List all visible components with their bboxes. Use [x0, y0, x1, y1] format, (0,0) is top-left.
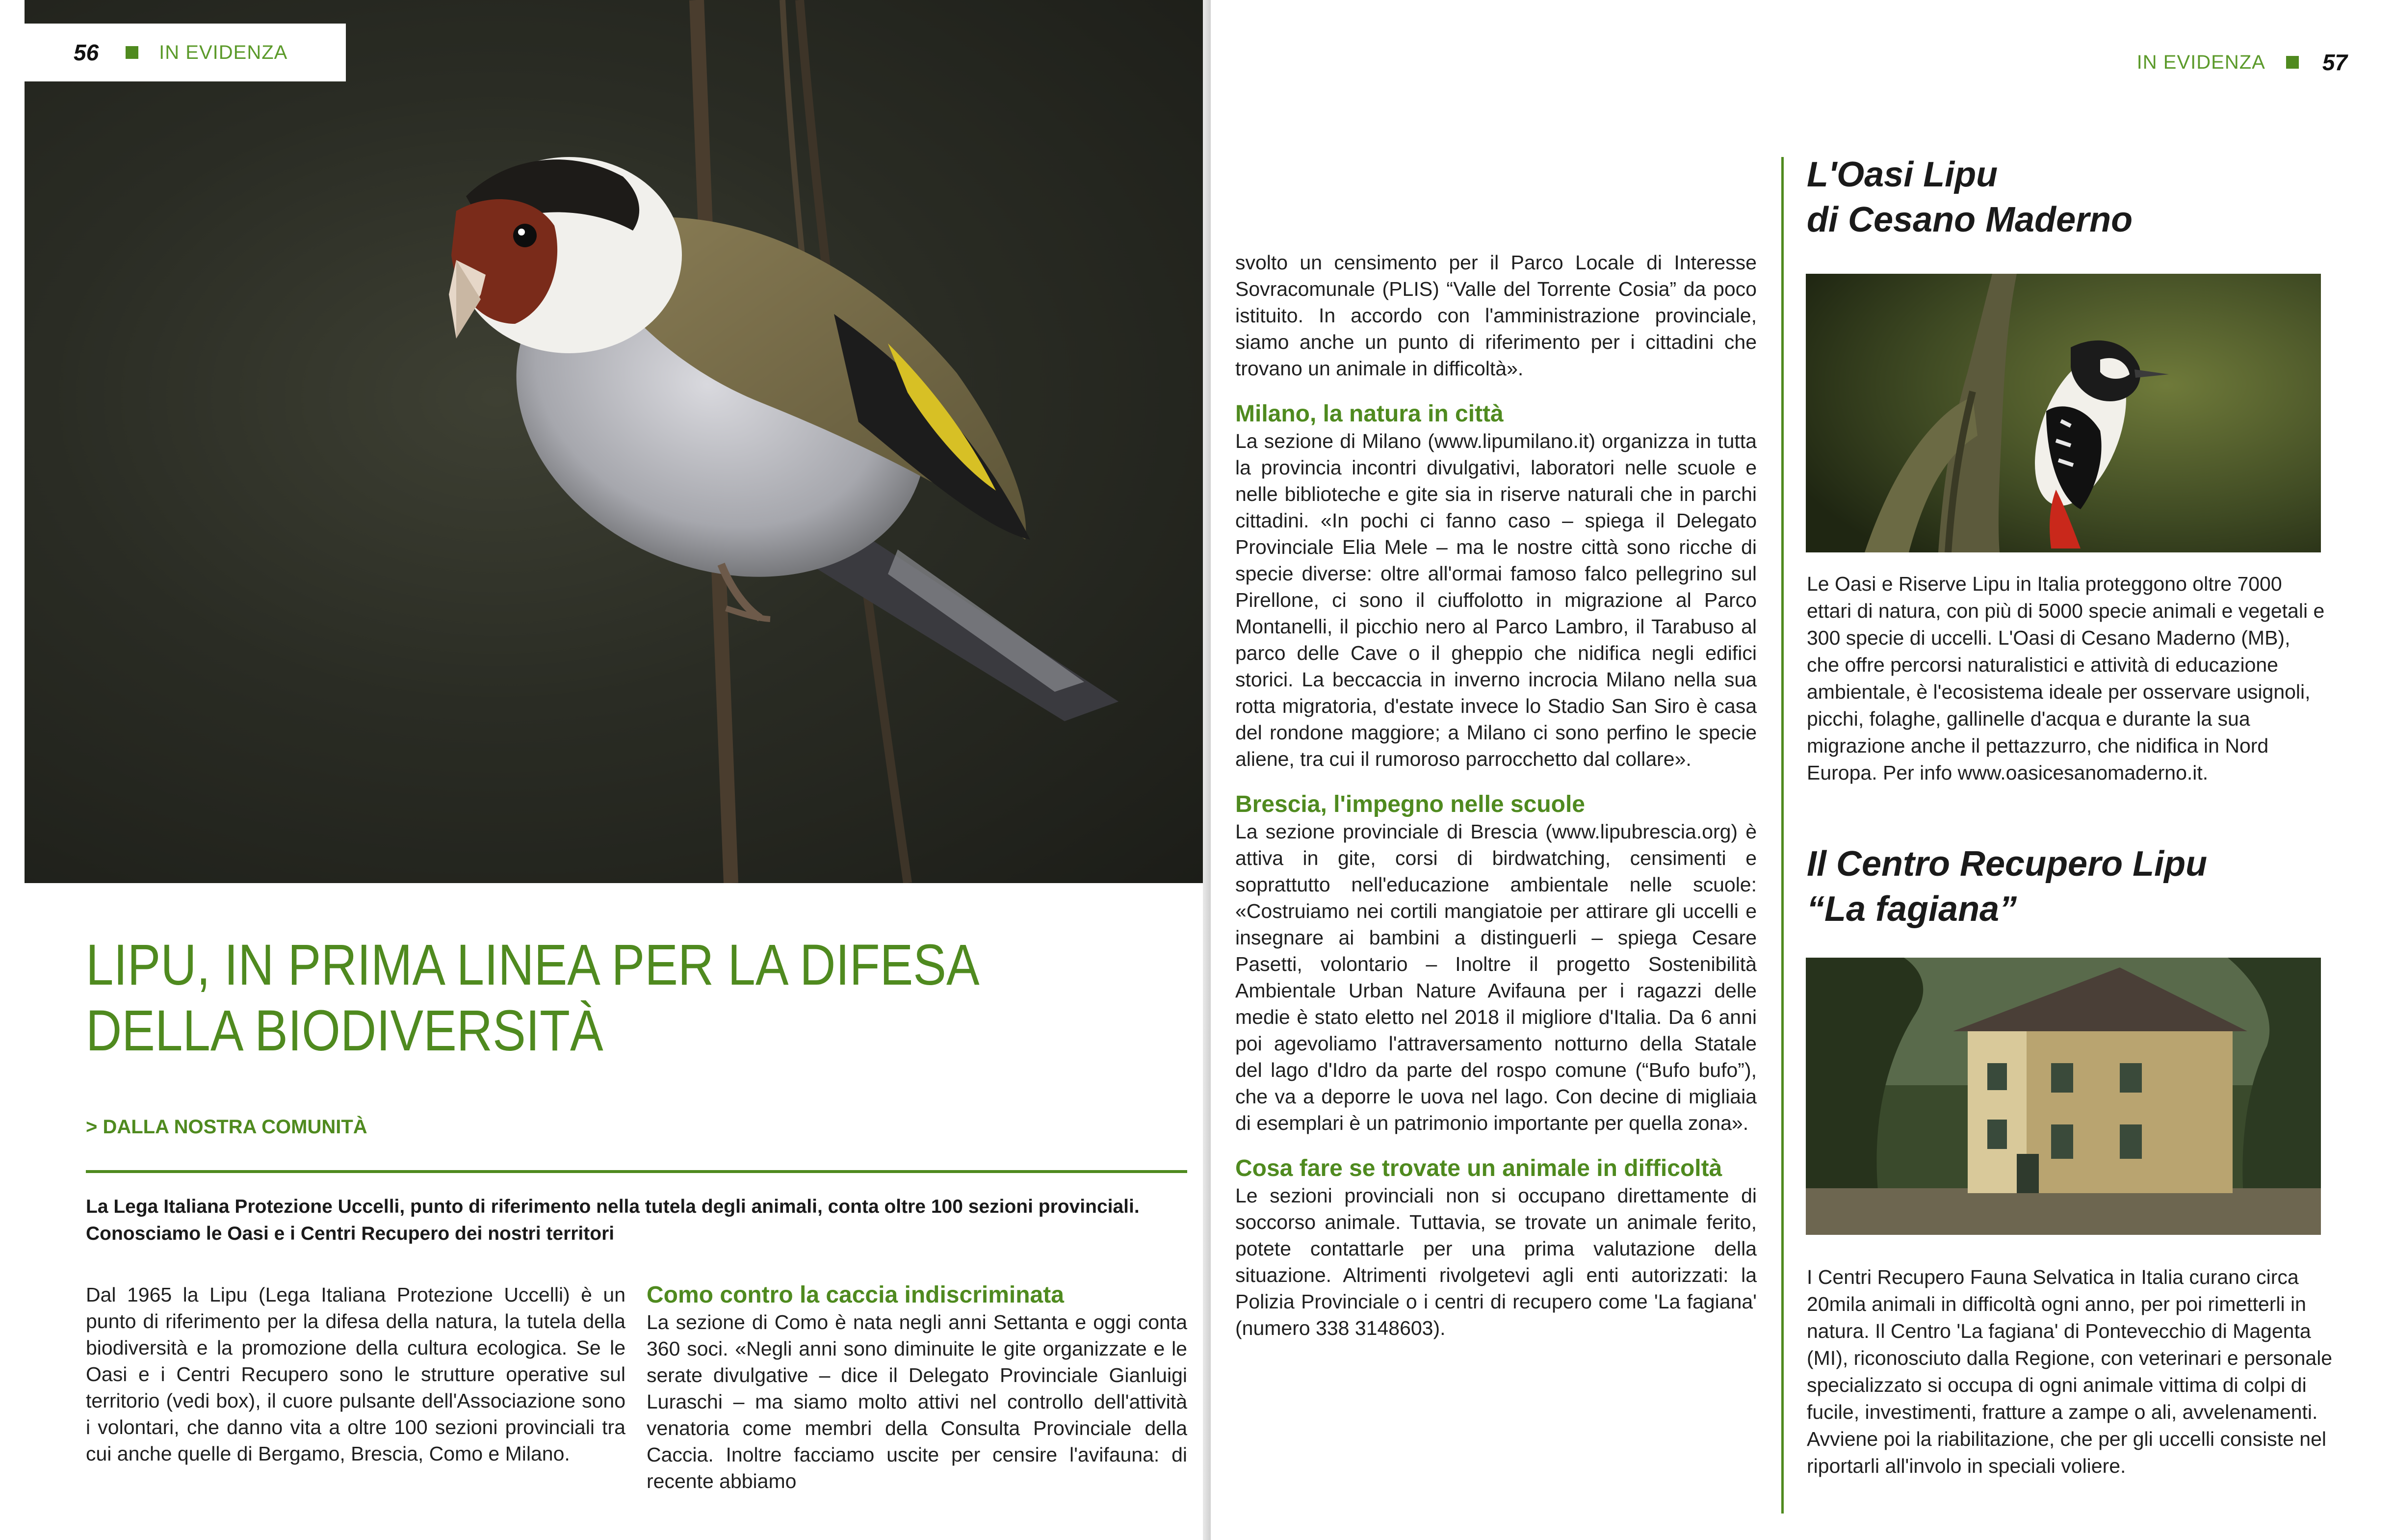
- section-square-icon-right: [2286, 56, 2299, 69]
- paragraph-como-continued: svolto un censimento per il Parco Locale di Interesse Sovracomunale (PLIS) “Valle del Torrente Cosia” da poco istituito. In accordo con l'amministrazione provinciale, siamo anche un punto di riferimento per i cittadini che trovano un animale in difficoltà».: [1235, 251, 1757, 380]
- headline-line-2: DELLA BIODIVERSITÀ: [86, 998, 603, 1063]
- divider-rule: [86, 1170, 1187, 1173]
- page-header-right: [2137, 49, 2347, 76]
- page-header-left: [25, 24, 346, 81]
- left-column-2: [647, 1281, 1187, 1494]
- section-label-left: IN EVIDENZA: [159, 41, 288, 63]
- box-oasi-title-line-2: di Cesano Maderno: [1807, 200, 2133, 239]
- right-main-column: [1235, 249, 1757, 1341]
- box-oasi-text: Le Oasi e Riserve Lipu in Italia proteggono oltre 7000 ettari di natura, con più di 5000 specie animali e vegetali e 300 specie di uccelli. L'Oasi di Cesano Maderno (MB), che offre percorsi naturalistici e attività di educazione ambientale, è l'ecosistema ideale per osservare usignoli, picchi, folaghe, gallinelle d'acqua e durante la sua migrazione anche il pettazzurro, che nidifica in Nord Europa. Per info www.oasicesanomaderno.it.: [1807, 573, 2325, 784]
- section-square-icon: [126, 46, 138, 59]
- subhead-cosa-fare: Cosa fare se trovate un animale in difficoltà: [1235, 1155, 1722, 1181]
- paragraph-brescia: La sezione provinciale di Brescia (www.lipubrescia.org) è attiva in gite, corsi di birdwatching, censimenti e soprattutto nell'educazione ambientale nelle scuole: «Costruiamo nei cortili mangiatoie per attirare gli uccelli e insegnare ai bambini a distinguerli – spiega Cesare Pasetti, volontario – Inoltre il progetto Sostenibilità Ambientale Urban Nature Avifauna per i ragazzi delle medie è stato eletto nel 2018 il migliore d'Italia. Da 6 anni poi agevoliamo l'attraversamento notturno della Statale del lago d'Idro da parte del rospo comune (“Bufo bufo”), che va a deporre le uova nel lago. Con decine di migliaia di esemplari è un patrimonio importante per quella zona».: [1235, 820, 1757, 1134]
- headline-line-1: LIPU, IN PRIMA LINEA PER LA DIFESA: [86, 933, 980, 997]
- paragraph-cosa-fare: Le sezioni provinciali non si occupano direttamente di soccorso animale. Tuttavia, se trovate un animale ferito, potete contattarle per una prima valutazione della situazione. Altrimenti rivolgetevi agli enti autorizzati: la Polizia Provinciale o i centri di recupero come 'La fagiana' (numero 338 3148603).: [1235, 1184, 1757, 1339]
- page-number-right: 57: [2322, 50, 2347, 75]
- box-centro-text: I Centri Recupero Fauna Selvatica in Italia curano circa 20mila animali in difficoltà ogni anno, per poi rimetterli in natura. Il Centro 'La fagiana' di Pontevecchio di Magenta (MI), riconosciuto dalla Regione, con veterinari e personale specializzato si occupa di ogni animale vittima di colpi di fucile, investimenti, fratture a zampe o ali, avvelenamenti. Avviene poi la riabilitazione, che per gli uccelli consiste nel riportarli all'involo in speciali voliere.: [1807, 1266, 2333, 1477]
- page-number-left: 56: [74, 40, 99, 65]
- farmhouse-photo: [1806, 958, 2321, 1235]
- article-headline: [86, 932, 1014, 1064]
- goldfinch-photo: [25, 0, 1204, 883]
- subhead-milano: Milano, la natura in città: [1235, 401, 1504, 427]
- sidebar-divider: [1781, 157, 1784, 1514]
- paragraph-como: La sezione di Como è nata negli anni Settanta e oggi conta 360 soci. «Negli anni sono diminuite le gite organizzate e le serate divulgative – dice il Delegato Provinciale Gianluigi Luraschi – ma siamo molto attivi nel controllo dell'attività venatoria come membri della Consulta Provinciale della Caccia. Inoltre facciamo uscite per censire l'avifauna: di recente abbiamo: [647, 1311, 1187, 1492]
- box-oasi-title: [1807, 152, 2133, 242]
- box-centro-title: [1807, 841, 2207, 932]
- article-kicker: > DALLA NOSTRA COMUNITÀ: [86, 1116, 367, 1138]
- article-lede: La Lega Italiana Protezione Uccelli, punto di riferimento nella tutela degli animali, conta oltre 100 sezioni provinciali. Conosciamo le Oasi e i Centri Recupero dei nostri territori: [86, 1196, 1140, 1244]
- woodpecker-photo: [1806, 274, 2321, 552]
- right-page: [1211, 0, 2394, 1540]
- paragraph-intro: Dal 1965 la Lipu (Lega Italiana Protezione Uccelli) è un punto di riferimento per la difesa della natura, la tutela della biodiversità e la promozione della cultura ecologica. Se le Oasi e i Centri Recupero sono le strutture operative sul territorio (vedi box), il cuore pulsante dell'Associazione sono i volontari, che danno vita a oltre 100 sezioni provinciali tra cui anche quelle di Bergamo, Brescia, Como e Milano.: [86, 1283, 625, 1465]
- section-label-right: IN EVIDENZA: [2136, 51, 2265, 73]
- goldfinch-illustration: [25, 0, 1204, 883]
- box-oasi-title-line-1: L'Oasi Lipu: [1807, 155, 1998, 194]
- box-centro-title-line-1: Il Centro Recupero Lipu: [1807, 844, 2208, 884]
- paragraph-milano: La sezione di Milano (www.lipumilano.it) organizza in tutta la provincia incontri divulgativi, laboratori nelle scuole e nelle biblioteche e gite sia in riserve naturali che in parchi cittadini. «In pochi ci fanno caso – spiega il Delegato Provinciale Elia Mele – ma le nostre città sono ricche di specie diverse: oltre all'ormai famoso falco pellegrino sul Pirellone, ci sono il ciuffolotto in migrazione al Parco Montanelli, il picchio nero al Parco Lambro, il Tarabuso al parco delle Cave o il gheppio che nidifica negli edifici storici. La beccaccia in inverno incrocia Milano nella sua rotta migratoria, d'estate invece lo Stadio San Siro è casa del rondone maggiore; a Milano ci sono perfino le specie aliene, tra cui il rumoroso parrocchetto dal collare».: [1235, 430, 1757, 770]
- woodpecker-illustration: [1806, 274, 2321, 552]
- subhead-como: Como contro la caccia indiscriminata: [647, 1282, 1064, 1308]
- farmhouse-illustration: [1806, 958, 2321, 1235]
- subhead-brescia: Brescia, l'impegno nelle scuole: [1235, 791, 1585, 817]
- left-column-1: [86, 1281, 625, 1467]
- box-centro-title-line-2: “La fagiana”: [1807, 889, 2017, 929]
